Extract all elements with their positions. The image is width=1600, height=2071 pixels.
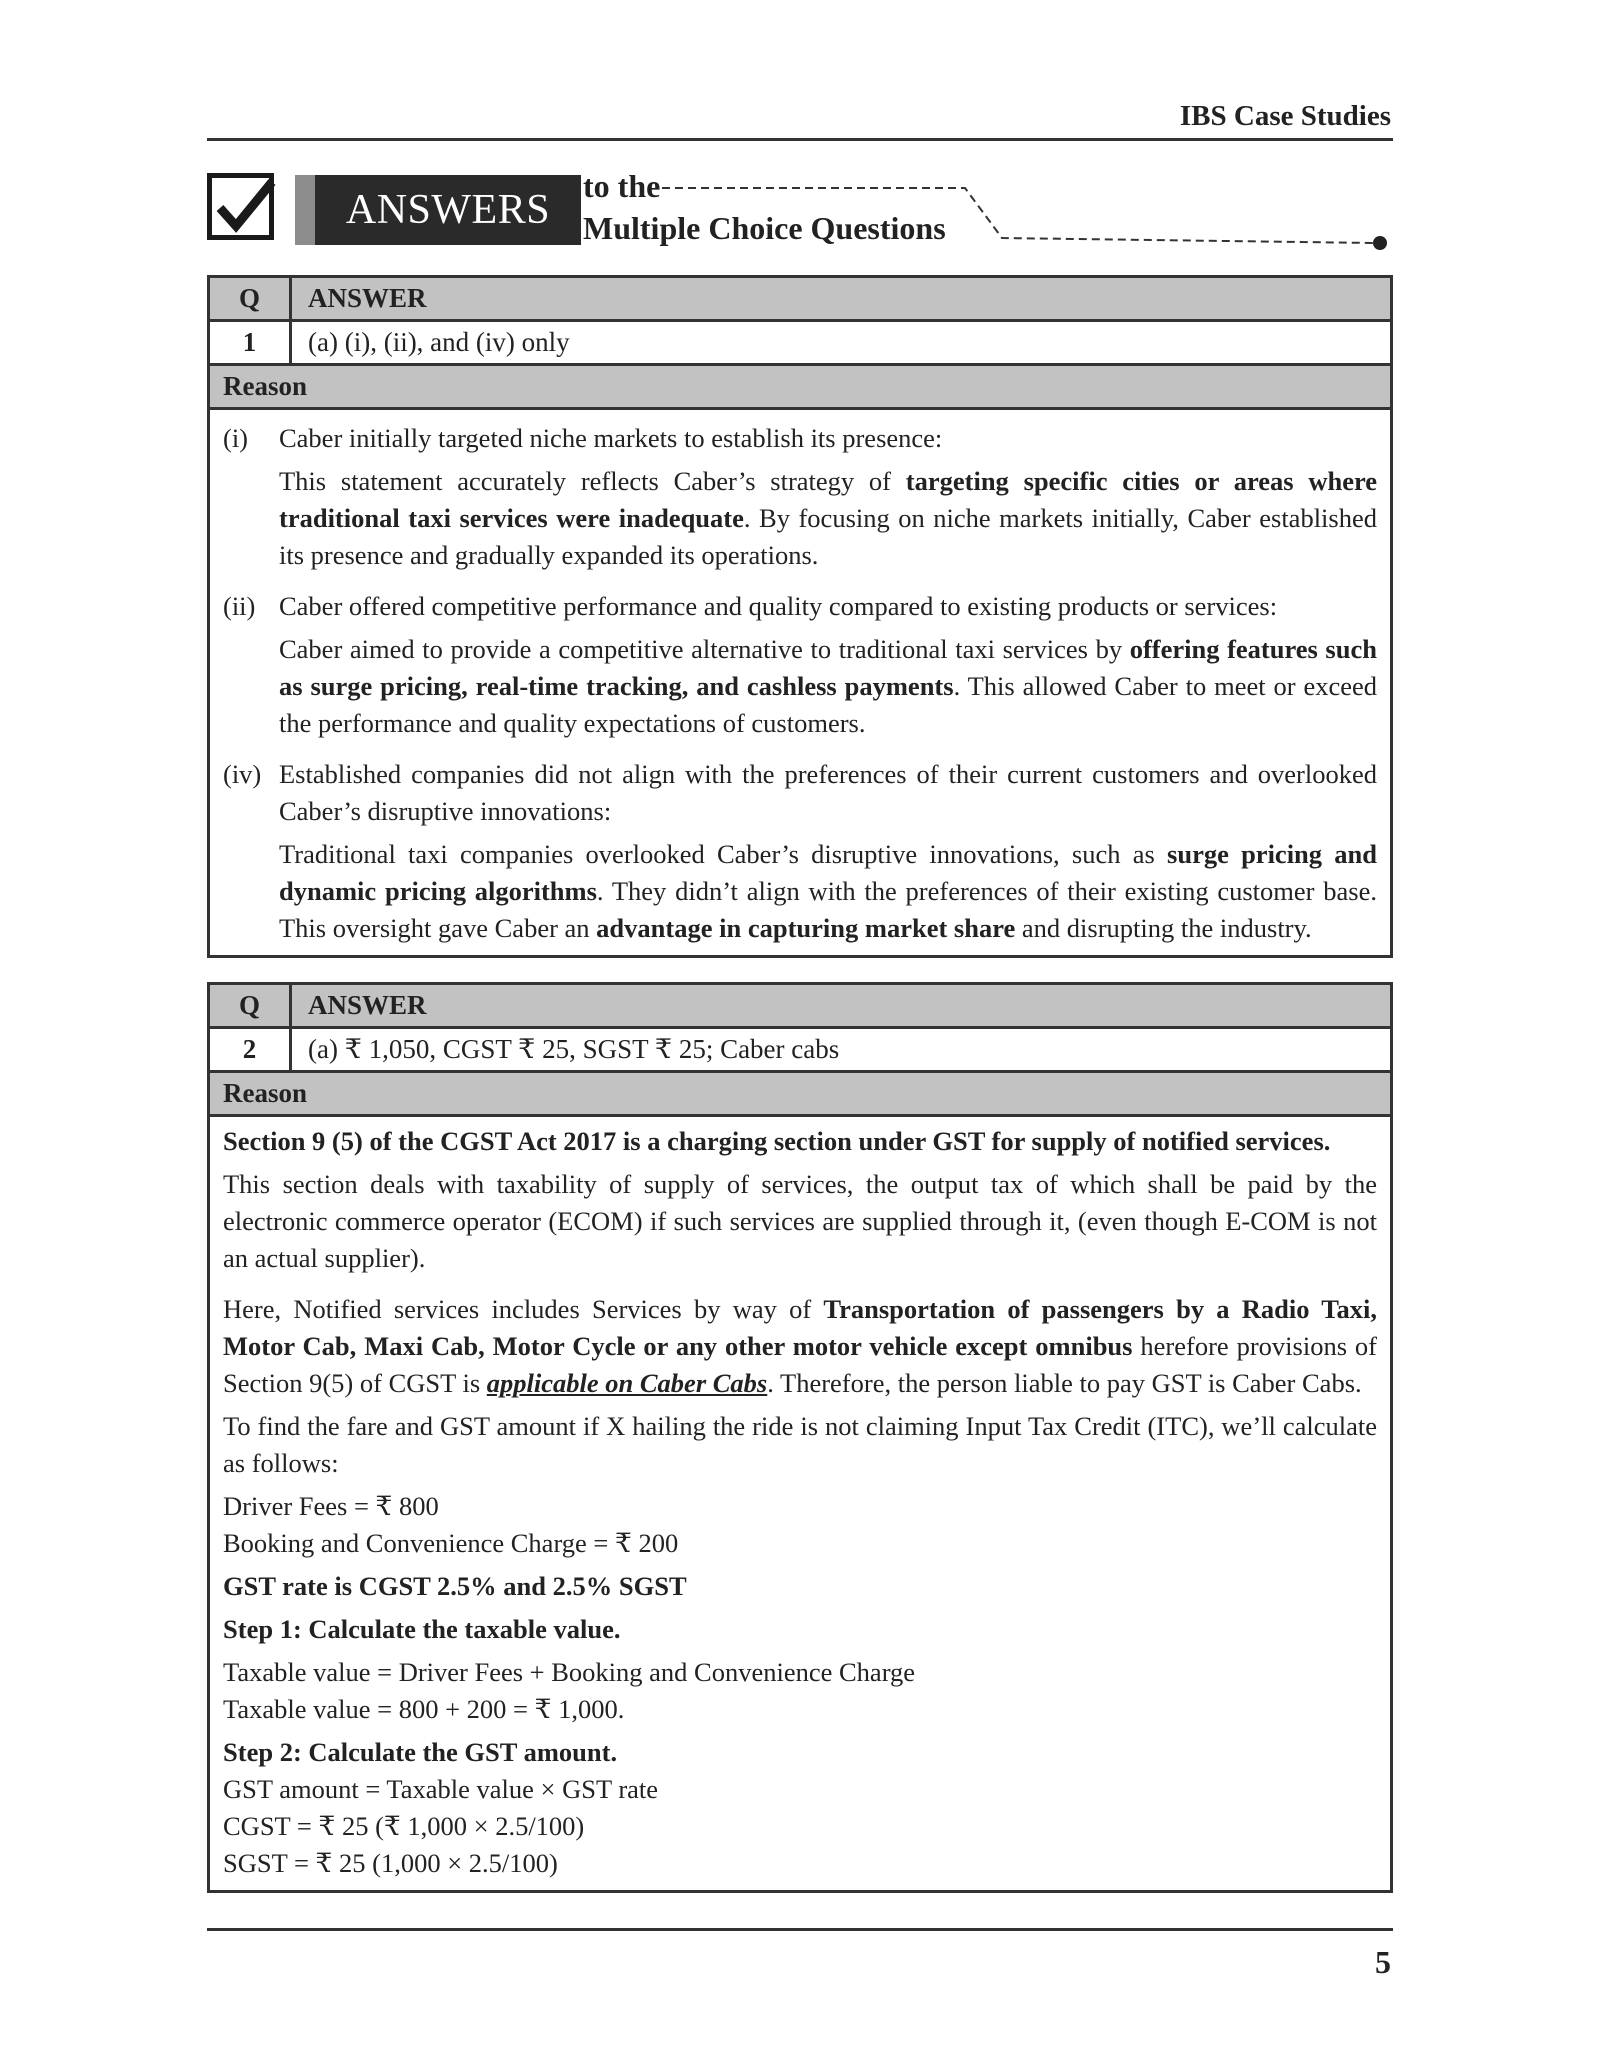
question-number: 1 — [210, 322, 292, 363]
item-explanation: Caber aimed to provide a competitive alternative to traditional taxi services by offering features such as surge pricing, real-time tracking, and cashless payments. This allowed Caber to meet or exceed the performance and quality expectations of customers. — [279, 634, 1378, 738]
running-header: IBS Case Studies — [1179, 100, 1391, 132]
question-number: 2 — [210, 1029, 292, 1070]
reason-label: Reason — [210, 1073, 1390, 1117]
paragraph: To find the fare and GST amount if X hailing the ride is not claiming Input Tax Credit (ITC), we’ll calculate as follows: — [223, 1411, 1377, 1478]
footer-rule — [207, 1928, 1393, 1931]
item-number: (ii) — [223, 591, 256, 621]
banner-subtitle-line2: Multiple Choice Questions — [583, 210, 946, 246]
driver-fees-line: Driver Fees = ₹ 800 — [223, 1491, 439, 1521]
reason-item — [223, 420, 1377, 574]
item-title: Established companies did not align with the preferences of their current customers and overlooked Caber’s disruptive innovations: — [279, 759, 1377, 826]
sgst-line: SGST = ₹ 25 (1,000 × 2.5/100) — [223, 1848, 558, 1878]
page-number: 5 — [1375, 1944, 1391, 1980]
reason-body — [210, 410, 1390, 955]
paragraph: Here, Notified services includes Services by way of Transportation of passengers by a Radio Taxi, Motor Cab, Maxi Cab, Motor Cycle or any other motor vehicle except omnibus herefore provisions of Section 9(5) of CGST is applicable on Caber Cabs. Therefore, the person liable to pay GST is Caber Cabs. — [223, 1294, 1378, 1398]
item-title: Caber offered competitive performance and quality compared to existing products or services: — [279, 591, 1278, 621]
q1-header-row — [210, 278, 1390, 322]
gst-rate-line: GST rate is CGST 2.5% and 2.5% SGST — [223, 1571, 687, 1601]
item-explanation: Traditional taxi companies overlooked Caber’s disruptive innovations, such as surge pricing and dynamic pricing algorithms. They didn’t align with the preferences of their existing customer base. This oversight gave Caber an advantage in capturing market share and disrupting the industry. — [279, 839, 1378, 943]
reason-body — [210, 1117, 1390, 1890]
q1-answer-row — [210, 322, 1390, 366]
gst-formula: GST amount = Taxable value × GST rate — [223, 1774, 659, 1804]
answer-column-header: ANSWER — [308, 283, 427, 313]
reason-item — [223, 756, 1377, 947]
answer-block-q2 — [207, 982, 1393, 1893]
answers-banner-label: ANSWERS — [345, 187, 551, 233]
answer-column-header: ANSWER — [308, 990, 427, 1020]
booking-charge-line: Booking and Convenience Charge = ₹ 200 — [223, 1528, 679, 1558]
item-explanation: This statement accurately reflects Caber’s strategy of targeting specific cities or areas where traditional taxi services were inadequate. By focusing on niche markets initially, Caber established its presence and gradually expanded its operations. — [279, 466, 1377, 570]
q2-header-row — [210, 985, 1390, 1029]
answer-text: (a) (i), (ii), and (iv) only — [308, 327, 570, 357]
item-number: (iv) — [223, 759, 262, 789]
paragraph: This section deals with taxability of supply of services, the output tax of which shall be paid by the electronic commerce operator (ECOM) if such services are supplied through it, (even though E-COM is not an actual supplier). — [223, 1169, 1377, 1273]
item-title: Caber initially targeted niche markets to establish its presence: — [279, 423, 943, 453]
banner-dashed-line — [0, 0, 1600, 260]
taxable-result: Taxable value = 800 + 200 = ₹ 1,000. — [223, 1694, 625, 1724]
answer-block-q1 — [207, 275, 1393, 958]
banner-subtitle-line1: to the — [583, 168, 661, 204]
reason-label: Reason — [210, 366, 1390, 410]
cgst-line: CGST = ₹ 25 (₹ 1,000 × 2.5/100) — [223, 1811, 585, 1841]
section-heading: Section 9 (5) of the CGST Act 2017 is a charging section under GST for supply of notified services. — [223, 1126, 1331, 1156]
answer-text: (a) ₹ 1,050, CGST ₹ 25, SGST ₹ 25; Caber cabs — [308, 1034, 840, 1064]
q-column-header: Q — [210, 985, 292, 1026]
step2-heading: Step 2: Calculate the GST amount. — [223, 1737, 618, 1767]
taxable-formula: Taxable value = Driver Fees + Booking and Convenience Charge — [223, 1657, 916, 1687]
step1-heading: Step 1: Calculate the taxable value. — [223, 1614, 621, 1644]
q2-answer-row — [210, 1029, 1390, 1073]
item-number: (i) — [223, 423, 249, 453]
q-column-header: Q — [210, 278, 292, 319]
reason-item — [223, 588, 1377, 742]
